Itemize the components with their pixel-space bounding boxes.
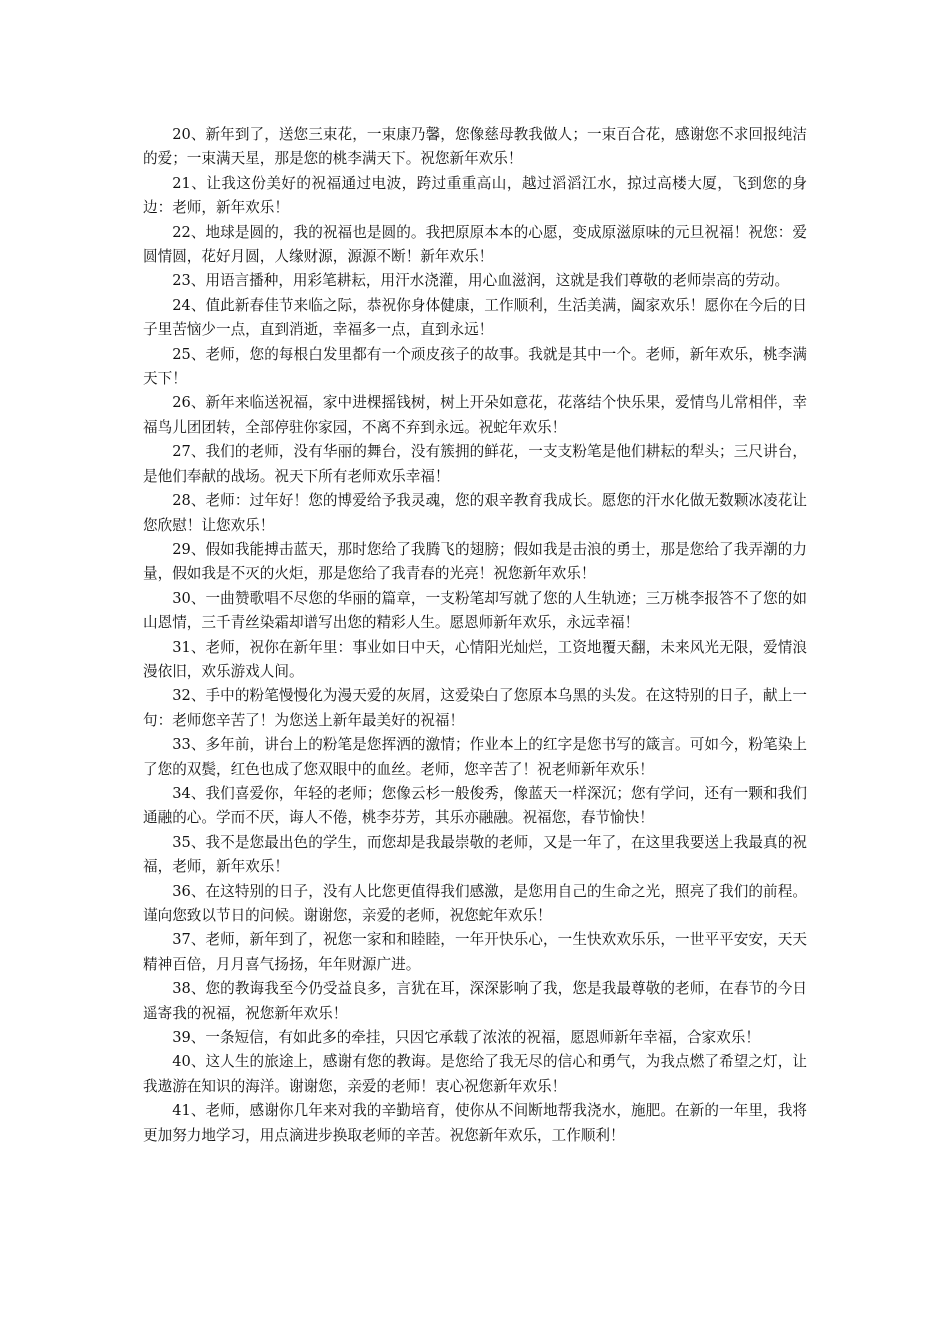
paragraph-21: 21、让我这份美好的祝福通过电波，跨过重重高山，越过滔滔江水，掠过高楼大厦，飞到您的身边：老师，新年欢乐！ (143, 174, 807, 217)
paragraph-23: 23、用语言播种，用彩笔耕耘，用汗水浇灌，用心血滋润，这就是我们尊敬的老师崇高的劳动。 (172, 272, 790, 290)
document-body (143, 123, 807, 1148)
paragraph-22: 22、地球是圆的，我的祝福也是圆的。我把原原本本的心愿，变成原滋原味的元旦祝福！祝您：爱圆情圆，花好月圆，人缘财源，源源不断！新年欢乐！ (143, 223, 807, 266)
paragraph-32: 32、手中的粉笔慢慢化为漫天爱的灰屑，这爱染白了您原本乌黑的头发。在这特别的日子，献上一句：老师您辛苦了！为您送上新年最美好的祝福！ (143, 687, 807, 729)
paragraph-36: 36、在这特别的日子，没有人比您更值得我们感激，是您用自己的生命之光，照亮了我们的前程。谨向您致以节日的问候。谢谢您，亲爱的老师，祝您蛇年欢乐！ (143, 882, 807, 924)
paragraph-35: 35、我不是您最出色的学生，而您却是我最崇敬的老师，又是一年了，在这里我要送上我最真的祝福，老师，新年欢乐！ (143, 833, 807, 876)
paragraph-39: 39、一条短信，有如此多的牵挂，只因它承载了浓浓的祝福，愿恩师新年幸福，合家欢乐！ (172, 1029, 760, 1047)
paragraph-20: 20、新年到了，送您三束花，一束康乃馨，您像慈母教我做人；一束百合花，感谢您不求回报纯洁的爱；一束满天星，那是您的桃李满天下。祝您新年欢乐！ (143, 126, 807, 168)
paragraph-28: 28、老师：过年好！您的博爱给予我灵魂，您的艰辛教育我成长。愿您的汗水化做无数颗冰凌花让您欣慰！让您欢乐！ (143, 492, 807, 534)
paragraph-34: 34、我们喜爱你，年轻的老师；您像云杉一般俊秀，像蓝天一样深沉；您有学问，还有一颗和我们通融的心。学而不厌，诲人不倦，桃李芬芳，其乐亦融融。祝福您，春节愉快！ (143, 784, 807, 827)
paragraph-41: 41、老师，感谢你几年来对我的辛勤培育，使你从不间断地帮我浇水，施肥。在新的一年里，我将更加努力地学习，用点滴进步换取老师的辛苦。祝您新年欢乐，工作顺利！ (143, 1102, 807, 1144)
paragraph-31: 31、老师，祝你在新年里：事业如日中天，心情阳光灿烂，工资地覆天翻，未来风光无限，爱情浪漫依旧，欢乐游戏人间。 (143, 638, 807, 680)
paragraph-37: 37、老师，新年到了，祝您一家和和睦睦，一年开快乐心，一生快欢欢乐乐，一世平平安安，天天精神百倍，月月喜气扬扬，年年财源广进。 (143, 931, 807, 973)
paragraph-27: 27、我们的老师，没有华丽的舞台，没有簇拥的鲜花，一支支粉笔是他们耕耘的犁头；三尺讲台，是他们奉献的战场。祝天下所有老师欢乐幸福！ (143, 443, 807, 485)
paragraph-26: 26、新年来临送祝福，家中进棵摇钱树，树上开朵如意花，花落结个快乐果，爱情鸟儿常相伴，幸福鸟儿团团转，全部停驻你家园，不离不弃到永远。祝蛇年欢乐！ (143, 394, 807, 436)
paragraph-25: 25、老师，您的每根白发里都有一个顽皮孩子的故事。我就是其中一个。老师，新年欢乐，桃李满天下！ (143, 345, 807, 388)
paragraph-33: 33、多年前，讲台上的粉笔是您挥洒的激情；作业本上的红字是您书写的箴言。可如今，粉笔染上了您的双鬓，红色也成了您双眼中的血丝。老师，您辛苦了！祝老师新年欢乐！ (143, 736, 807, 778)
paragraph-24: 24、值此新春佳节来临之际，恭祝你身体健康，工作顺利，生活美满，阖家欢乐！愿你在今后的日子里苦恼少一点，直到消逝，幸福多一点，直到永远！ (143, 296, 807, 339)
paragraph-29: 29、假如我能搏击蓝天，那时您给了我腾飞的翅膀；假如我是击浪的勇士，那是您给了我弄潮的力量，假如我是不灭的火炬，那是您给了我青春的光亮！祝您新年欢乐！ (143, 540, 807, 583)
paragraph-38: 38、您的教诲我至今仍受益良多，言犹在耳，深深影响了我，您是我最尊敬的老师，在春节的今日遥寄我的祝福，祝您新年欢乐！ (143, 980, 807, 1022)
paragraph-30: 30、一曲赞歌唱不尽您的华丽的篇章，一支粉笔却写就了您的人生轨迹；三万桃李报答不了您的如山恩情，三千青丝染霜却谱写出您的精彩人生。愿恩师新年欢乐，永远幸福！ (143, 589, 807, 632)
paragraph-40: 40、这人生的旅途上，感谢有您的教诲。是您给了我无尽的信心和勇气，为我点燃了希望之灯，让我遨游在知识的海洋。谢谢您，亲爱的老师！衷心祝您新年欢乐！ (143, 1053, 807, 1095)
